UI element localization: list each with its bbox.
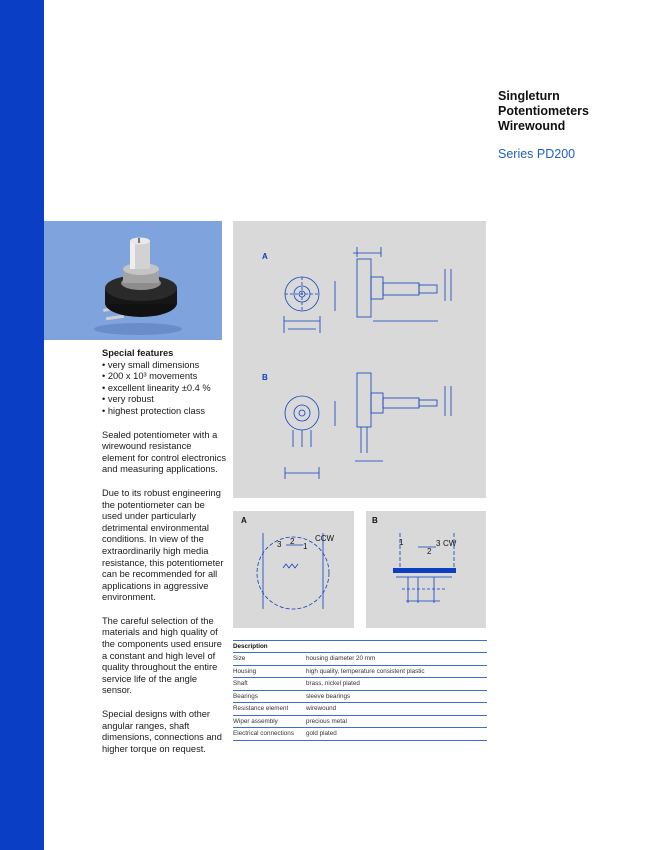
title-line: Potentiometers [498, 104, 589, 118]
circuit-b-label: B [372, 516, 378, 525]
circuit-diagram-a [233, 511, 354, 628]
table-row [233, 691, 487, 704]
row-value: housing diameter 20 mm [306, 655, 376, 662]
table-row [233, 653, 487, 666]
row-key: Shaft [233, 680, 248, 687]
dimension-drawing [233, 221, 486, 498]
pin-label: 2 [290, 537, 295, 546]
table-row [233, 678, 487, 691]
drawing-label-b: B [262, 373, 268, 382]
row-key: Wiper assembly [233, 717, 278, 725]
page-title [498, 89, 589, 134]
row-value: precious metal [306, 717, 347, 725]
list-item: • excellent linearity ±0.4 % [102, 382, 211, 393]
row-value: high quality, temperature consistent plastic [306, 667, 425, 675]
list-item: • 200 x 10³ movements [102, 371, 198, 382]
row-key: Resistance element [233, 705, 289, 712]
table-row [233, 703, 487, 716]
pin-label: 3 [277, 540, 282, 549]
row-key: Housing [233, 667, 257, 675]
paragraph: Special designs with other angular ranges, shaft dimensions, connections and higher torque on request. [102, 709, 222, 754]
description-table [233, 640, 487, 741]
paragraph: Due to its robust engineering the potentiometer can be used under particularly detrimental environmental conditions. In view of the extraordinarily high media resistance, this potentiometer can be recommended for all applications in aggressive environment. [102, 487, 224, 603]
circuit-a-label: A [241, 516, 247, 525]
features-list [102, 360, 226, 418]
row-key: Electrical connections [233, 730, 294, 737]
title-line: Singleturn [498, 89, 560, 103]
brand-sidebar [0, 0, 44, 850]
table-row [233, 666, 487, 679]
circuit-diagram-b [366, 511, 486, 628]
table-row [233, 728, 487, 741]
product-photo [44, 221, 222, 340]
table-heading: Description [233, 640, 487, 653]
row-value: brass, nickel plated [306, 680, 360, 687]
features-text [102, 348, 226, 755]
row-key: Bearings [233, 692, 258, 700]
direction-label: CCW [315, 534, 335, 543]
table-row [233, 716, 487, 729]
direction-label: CW [443, 539, 457, 548]
row-value: sleeve bearings [306, 692, 351, 700]
row-key: Size [233, 655, 246, 662]
row-value: wirewound [306, 705, 337, 712]
drawing-label-a: A [262, 252, 268, 261]
list-item: • very robust [102, 394, 154, 405]
paragraph: The careful selection of the materials and high quality of the components used ensure a constant and high level of quality throughout the entire service life of the angle sensor. [102, 615, 222, 696]
features-heading: Special features [102, 348, 174, 358]
paragraph: Sealed potentiometer with a wirewound resistance element for control electronics and measuring applications. [102, 429, 227, 475]
title-line: Wirewound [498, 119, 566, 133]
pin-label: 2 [427, 547, 432, 556]
pin-label: 1 [303, 542, 308, 551]
row-value: gold plated [306, 730, 337, 737]
list-item: • highest protection class [102, 405, 205, 416]
pin-label: 1 [399, 538, 404, 547]
series-label: Series PD200 [498, 147, 576, 161]
pin-label: 3 [436, 539, 441, 548]
list-item: • very small dimensions [102, 359, 200, 370]
